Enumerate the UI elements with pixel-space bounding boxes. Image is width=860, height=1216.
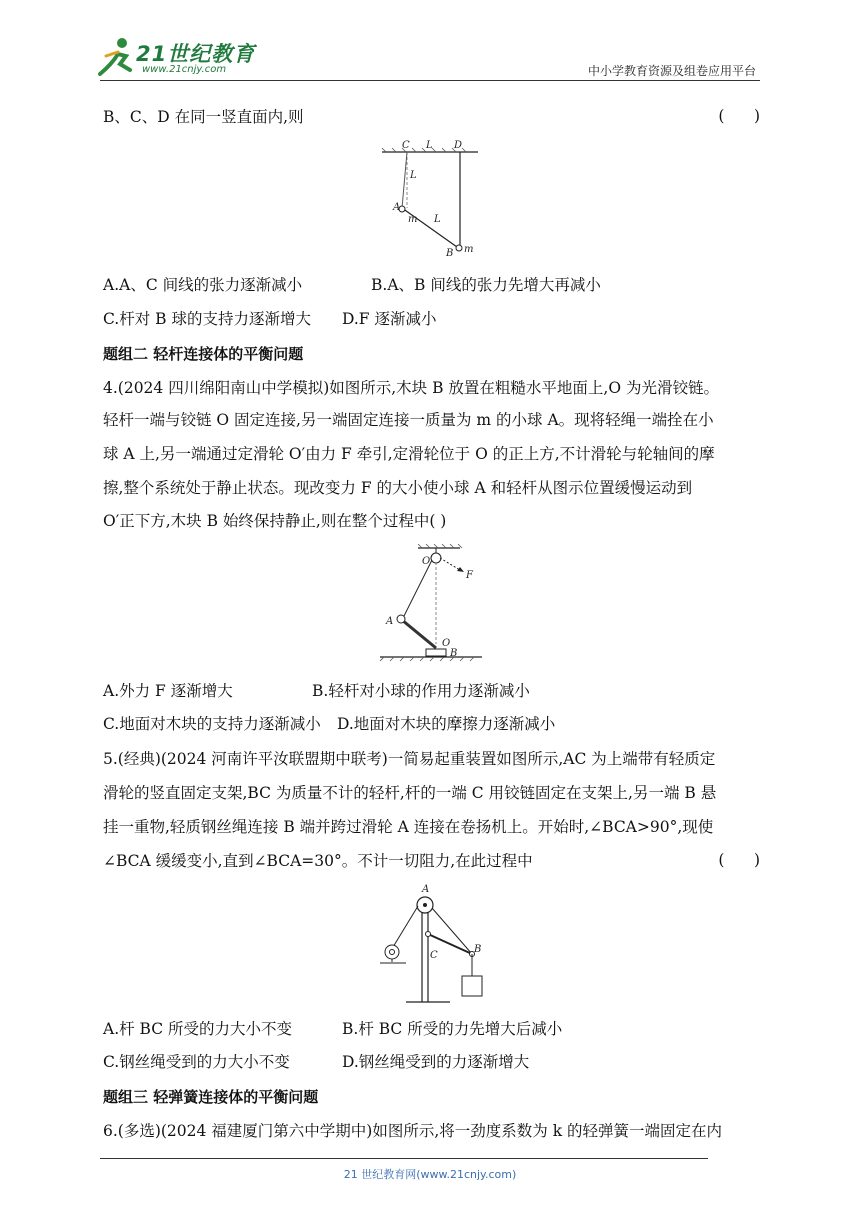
q4-line-2: 轻杆一端与铰链 O 固定连接,另一端固定连接一质量为 m 的小球 A。现将轻绳一端拴在小 [103, 411, 714, 429]
q4-figure [378, 540, 488, 670]
q4-line-1: 4.(2024 四川绵阳南山中学模拟)如图所示,木块 B 放置在粗糙水平地面上,O 为光滑铰链。 [103, 379, 719, 397]
q3-fig-label-l-top: L [426, 140, 433, 151]
q6-line-1: 6.(多选)(2024 福建厦门第六中学期中)如图所示,将一劲度系数为 k 的轻弹簧一端固定在内 [103, 1122, 723, 1140]
group3-heading: 题组三 轻弹簧连接体的平衡问题 [103, 1088, 319, 1106]
q5-line-3: 挂一重物,轻质钢丝绳连接 B 端并跨过滑轮 A 连接在卷扬机上。开始时,∠BCA>90°,现使 [103, 818, 714, 836]
q4-fig-label-a: A [386, 616, 394, 627]
q4-line-4: 擦,整个系统处于静止状态。现改变力 F 的大小使小球 A 和轻杆从图示位置缓慢运动到 [103, 479, 693, 497]
q3-figure [378, 136, 488, 266]
footer-divider [100, 1158, 708, 1159]
logo-url-text: www.21cnjy.com [142, 64, 227, 75]
q3-option-c: C.杆对 B 球的支持力逐渐增大 [103, 310, 311, 328]
q3-stem: B、C、D 在同一竖直面内,则 [103, 108, 304, 126]
q5-option-d: D.钢丝绳受到的力逐渐增大 [342, 1053, 530, 1071]
logo-brand-text: 21世纪教育 [136, 42, 256, 66]
q5-option-b: B.杆 BC 所受的力先增大后减小 [342, 1020, 563, 1038]
q5-line-1: 5.(经典)(2024 河南许平汝联盟期中联考)一简易起重装置如图所示,AC 为上端带有轻质定 [103, 750, 716, 768]
q5-fig-label-a: A [422, 884, 430, 895]
q3-fig-label-c: C [402, 140, 410, 151]
q4-fig-label-o: O [442, 638, 451, 649]
q3-fig-label-m2: m [464, 244, 474, 255]
header-platform-name: 中小学教育资源及组卷应用平台 [587, 64, 756, 78]
q5-figure [378, 882, 488, 1010]
header-divider [100, 80, 760, 81]
runner-logo-icon [92, 34, 138, 78]
q3-option-b: B.A、B 间线的张力先增大再减小 [371, 276, 601, 294]
q5-option-c: C.钢丝绳受到的力大小不变 [103, 1053, 290, 1071]
q4-fig-label-b: B [450, 648, 458, 659]
q5-fig-label-c: C [430, 950, 438, 961]
q5-line-4: ∠BCA 缓缓变小,直到∠BCA=30°。不计一切阻力,在此过程中 [103, 852, 533, 870]
q4-line-5: O′正下方,木块 B 始终保持静止,则在整个过程中( ) [103, 512, 447, 530]
q3-option-a: A.A、C 间线的张力逐渐减小 [103, 276, 303, 294]
q5-option-a: A.杆 BC 所受的力大小不变 [103, 1020, 293, 1038]
q3-fig-label-l-ab: L [434, 214, 441, 225]
q5-fig-label-b: B [474, 944, 482, 955]
q3-fig-label-b: B [446, 248, 454, 259]
q4-option-a: A.外力 F 逐渐增大 [103, 682, 233, 700]
group2-heading: 题组二 轻杆连接体的平衡问题 [103, 345, 304, 363]
q4-option-b: B.轻杆对小球的作用力逐渐减小 [312, 682, 530, 700]
q4-option-d: D.地面对木块的摩擦力逐渐减小 [337, 715, 556, 733]
footer-site-link[interactable]: 21 世纪教育网(www.21cnjy.com) [343, 1168, 517, 1181]
q3-option-d: D.F 逐渐减小 [342, 310, 437, 328]
site-logo [92, 34, 262, 78]
q4-line-3: 球 A 上,另一端通过定滑轮 O′由力 F 牵引,定滑轮位于 O 的正上方,不计滑轮与轮轴间的摩 [103, 445, 715, 463]
q3-fig-label-d: D [454, 140, 463, 151]
q3-fig-label-m1: m [408, 214, 418, 225]
q5-line-2: 滑轮的竖直固定支架,BC 为质量不计的轻杆,杆的一端 C 用铰链固定在支架上,另一端 B 悬 [103, 784, 717, 802]
q5-answer-paren: ( ) [718, 851, 760, 869]
q3-answer-paren: ( ) [718, 107, 760, 125]
q4-option-c: C.地面对木块的支持力逐渐减小 [103, 715, 321, 733]
q4-fig-label-o-prime: O′ [422, 556, 433, 567]
q3-fig-label-a: A [393, 202, 401, 213]
q4-fig-label-f: F [466, 570, 473, 581]
q3-fig-label-l-ac: L [410, 170, 417, 181]
